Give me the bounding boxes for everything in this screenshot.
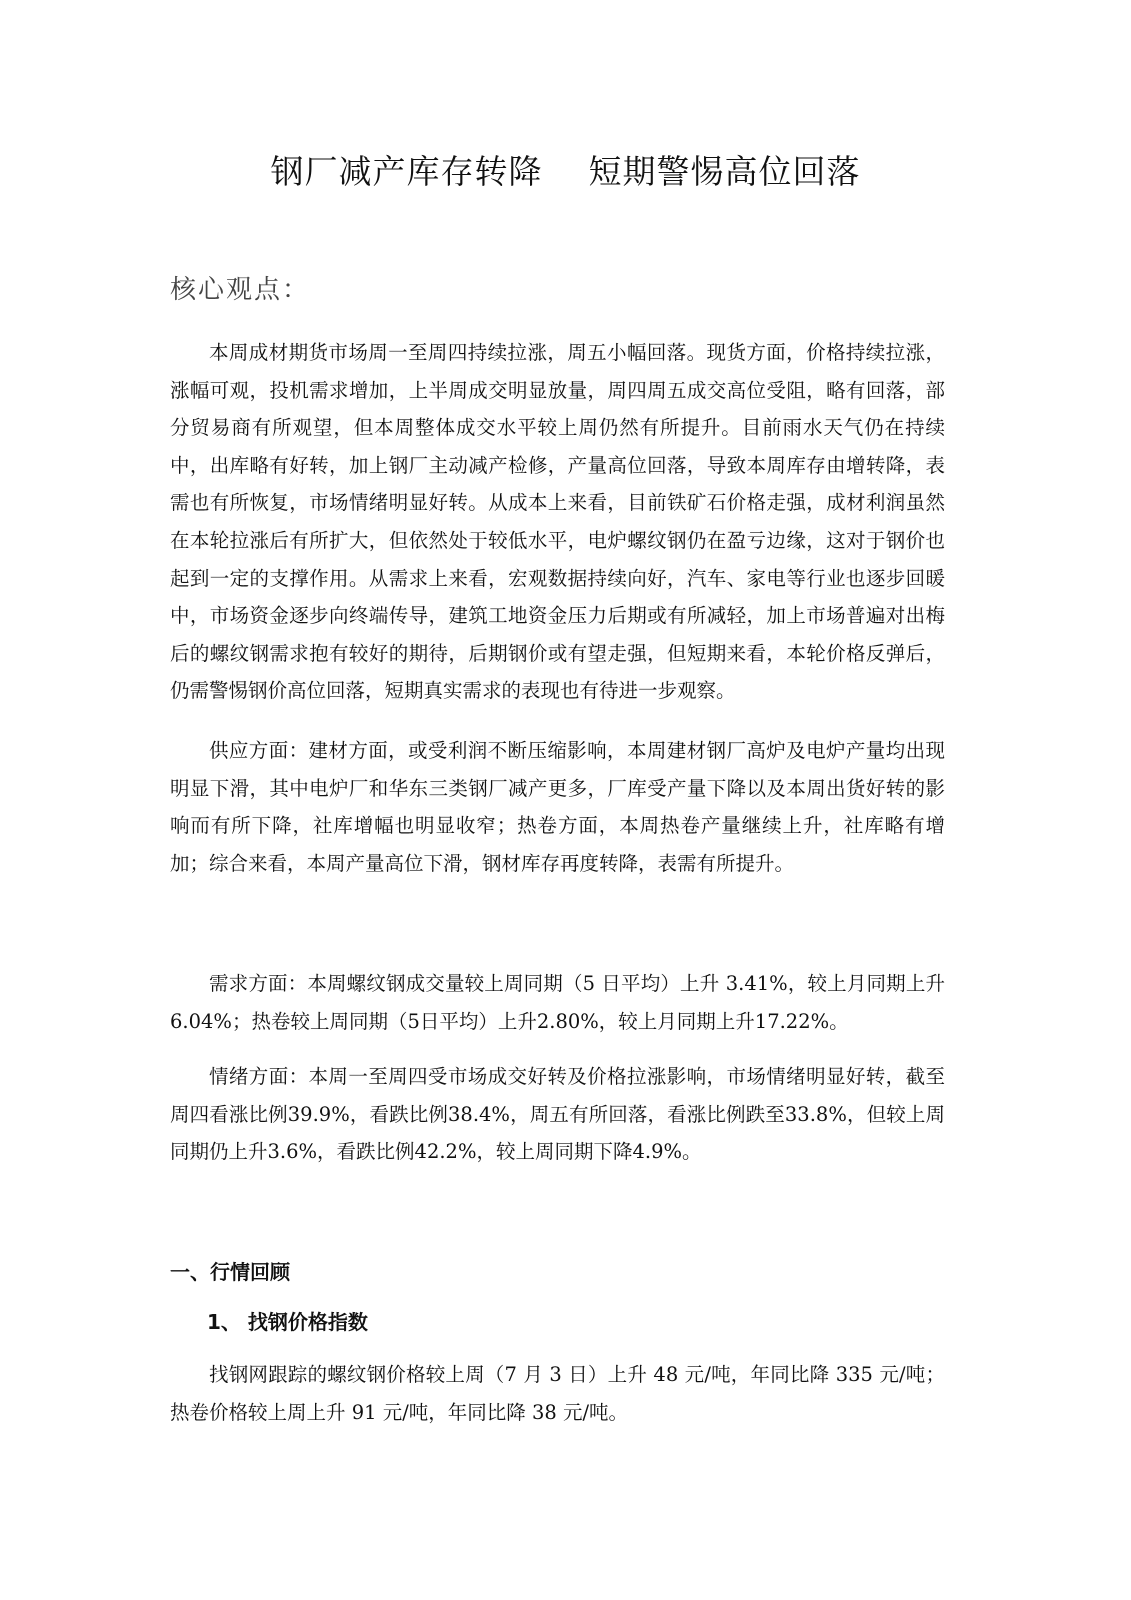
supply-paragraph: 供应方面：建材方面，或受利润不断压缩影响，本周建材钢厂高炉及电炉产量均出现明显下滑，其中电炉厂和华东三类钢厂减产更多，厂库受产量下降以及本周出货好转的影响而有所下降，社库增幅也明显收窄；热卷方面，本周热卷产量继续上升，社库略有增加；综合来看，本周产量高位下滑，钢材库存再度转降，表需有所提升。 bbox=[170, 739, 945, 875]
section-heading-market-review: 一、行情回顾 bbox=[170, 1260, 290, 1284]
document-title: 钢厂减产库存转降 短期警惕高位回落 bbox=[270, 152, 861, 191]
demand-paragraph: 需求方面：本周螺纹钢成交量较上周同期（5 日平均）上升 3.41%，较上月同期上升6.04%；热卷较上周同期（5日平均）上升2.80%，较上月同期上升17.22%。 bbox=[170, 972, 945, 1033]
sentiment-paragraph: 情绪方面：本周一至周四受市场成交好转及价格拉涨影响，市场情绪明显好转，截至周四看涨比例39.9%，看跌比例38.4%，周五有所回落，看涨比例跌至33.8%，但较上周同期仍上升3.6%，看跌比例42.2%，较上周同期下降4.9%。 bbox=[170, 1065, 945, 1164]
core-viewpoint-heading: 核心观点： bbox=[170, 275, 311, 305]
price-index-paragraph: 找钢网跟踪的螺纹钢价格较上周（7 月 3 日）上升 48 元/吨，年同比降 335 元/吨；热卷价格较上周上升 91 元/吨，年同比降 38 元/吨。 bbox=[170, 1363, 945, 1424]
summary-paragraph: 本周成材期货市场周一至周四持续拉涨，周五小幅回落。现货方面，价格持续拉涨，涨幅可观，投机需求增加，上半周成交明显放量，周四周五成交高位受阻，略有回落，部分贸易商有所观望，但本周整体成交水平较上周仍然有所提升。目前雨水天气仍在持续中，出库略有好转，加上钢厂主动减产检修，产量高位回落，导致本周库存由增转降，表需也有所恢复，市场情绪明显好转。从成本上来看，目前铁矿石价格走强，成材利润虽然在本轮拉涨后有所扩大，但依然处于较低水平，电炉螺纹钢仍在盈亏边缘，这对于钢价也起到一定的支撑作用。从需求上来看，宏观数据持续向好，汽车、家电等行业也逐步回暖中，市场资金逐步向终端传导，建筑工地资金压力后期或有所减轻，加上市场普遍对出梅后的螺纹钢需求抱有较好的期待，后期钢价或有望走强，但短期来看，本轮价格反弹后，仍需警惕钢价高位回落，短期真实需求的表现也有待进一步观察。 bbox=[170, 341, 945, 703]
subsection-heading-price-index: 1、 找钢价格指数 bbox=[207, 1310, 368, 1334]
